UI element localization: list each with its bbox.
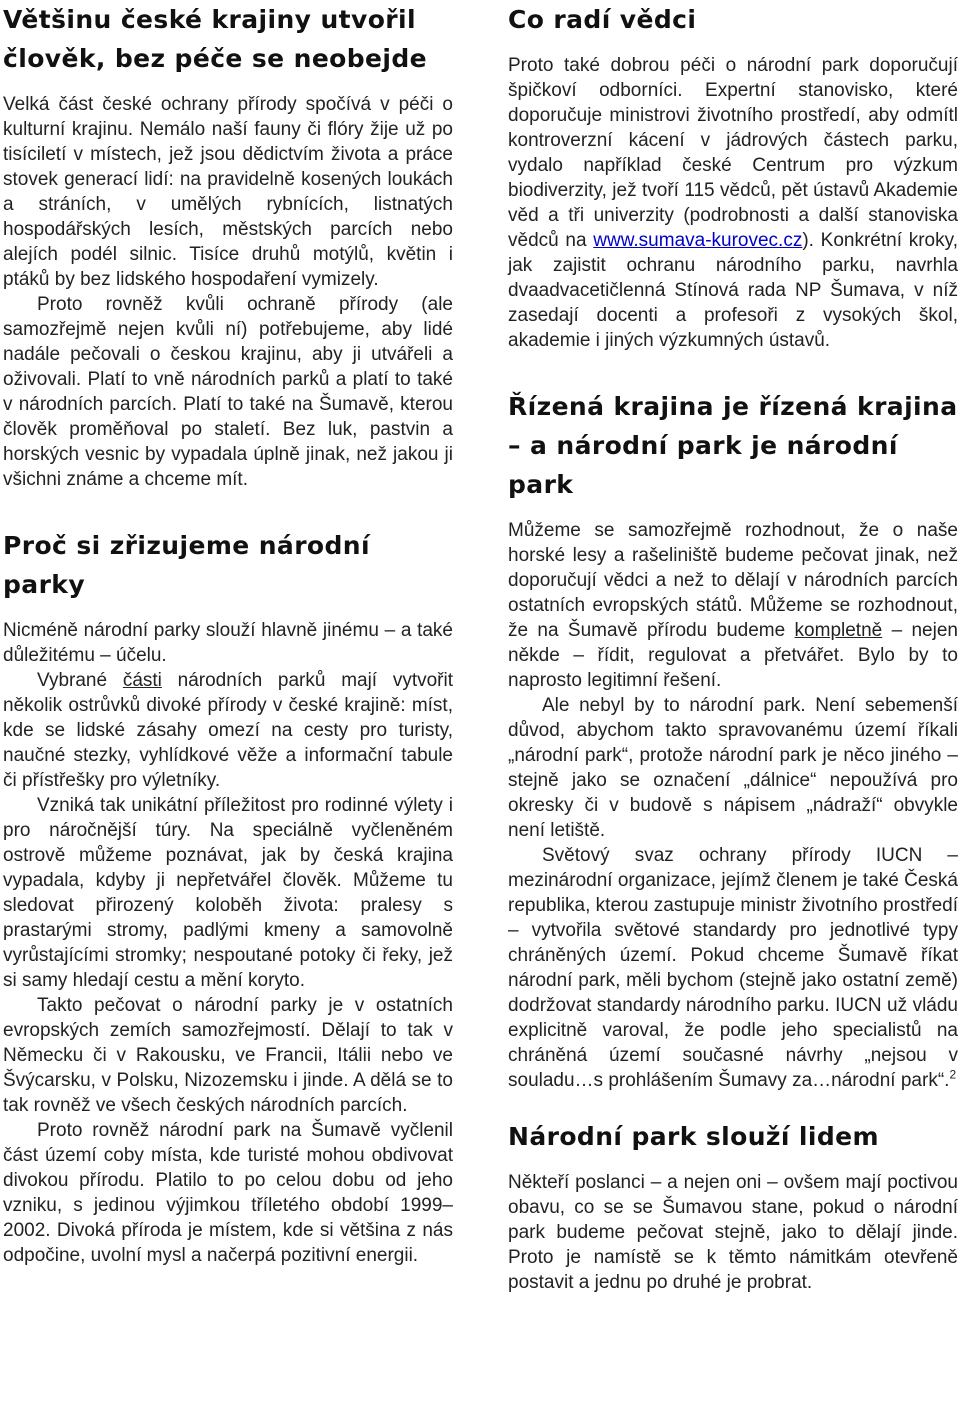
paragraph-cultural-landscape: Velká část české ochrany přírody spočívá v péči o kulturní krajinu. Nemálo naší fauny či flóry žije už po tisíciletí v místech, jež jsou dědictvím života a práce stovek generací lidí: na pravidelně kosených loukách a stráních, v umělých rybnících, listnatých hospodářských lesích, městských parcích nebo alejích podél silnic. Tisíce druhů motýlů, květin i ptáků by bez lidského hospodaření vymizely. xyxy=(3,94,453,290)
paragraph-european-practice: Takto pečovat o národní parky je v ostatních evropských zemích samozřejmostí. Dělají to tak v Německu či v Rakousku, ve Francii, Itálii nebo ve Švýcarsku, v Polsku, Nizozemsku i jinde. A dělá se to tak rovněž ve všech českých národních parcích. xyxy=(3,995,453,1116)
paragraph-wild-islands: Vybrané části národních parků mají vytvořit několik ostrůvků divoké přírody v české krajině: míst, kde se lidské zásahy omezí na cesty pro turisty, naučné stezky, vyhlídkové věže a informační tabule či přístřešky pro výletníky. xyxy=(3,670,454,791)
paragraph-decide-to-manage: Můžeme se samozřejmě rozhodnout, že o naše horské lesy a rašeliniště budeme pečovat jinak, než doporučují vědci a než to dělají v národních parcích ostatních evropských států. Můžeme se rozhodnout, že na Šumavě přírodu budeme kompletně – nejen někde – řídit, regulovat a přetvářet. Bylo by to naprosto legitimní řešení. xyxy=(508,520,958,691)
paragraph-iucn-standards: Světový svaz ochrany přírody IUCN – mezinárodní organizace, jejímž členem je také Česká republika, kterou zastupuje ministr životního prostředí – vytvořila světové standardy pro jednotlivé typy chráněných území. Pokud chceme Šumavě říkat národní park, měli bychom (stejně jako ostatní země) dodržovat standardy národního parku. IUCN už vládu explicitně varoval, že podle jeho specialistů na chráněná území současné návrhy „nejsou v souladu…s prohlášením Šumavy za…národní park“.$^2$ xyxy=(508,845,958,1091)
footnote-marker: 2 xyxy=(949,1067,957,1082)
heading-scientists-advice: Co radí vědci xyxy=(508,5,697,34)
paragraph-not-a-national-park: Ale nebyl by to národní park. Není sebemenší důvod, abychom takto spravovanému území říkali „národní park“, protože národní park je něco jiného – stejně jako se označení „dálnice“ nepoužívá pro okresky či v budově s nápisem „nádraží“ obvykle není letiště. xyxy=(508,695,958,841)
heading-why-national-parks: Proč si zřizujeme národní parky xyxy=(3,531,370,599)
paragraph-care-for-landscape: Proto rovněž kvůli ochraně přírody (ale samozřejmě nejen kvůli ní) potřebujeme, aby lidé nadále pečovali o českou krajinu, aby ji utvářeli a oživovali. Platí to vně národních parků a platí to také v národních parcích. Platí to také na Šumavě, kterou člověk proměňoval po staletí. Bez luk, pastvin a horských vesnic by vypadala úplně jinak, než jakou ji všichni známe a chceme mít. xyxy=(3,294,453,490)
sumava-kurovec-link[interactable]: www.sumava-kurovec.cz xyxy=(593,230,803,251)
paragraph-experts: Proto také dobrou péči o národní park doporučují špičkoví odborníci. Expertní stanovisko, které doporučuje ministrovi životního prostředí, aby odmítl kontroverzní kácení v jádrových částech parku, vydalo například české Centrum pro výzkum biodiverzity, jež tvoří 115 vědců, pět ústavů Akademie věd a tři univerzity (podrobnosti a další stanoviska vědců na www.sumava-kurovec.cz). Konkrétní kroky, jak zajistit ochranu národního parku, navrhla dvaadvacetičlenná Stínová rada NP Šumava, v níž zasedají docenti a profesoři z vysokých škol, akademie i jiných výzkumných ústavů. xyxy=(508,55,958,351)
paragraph-sumava-wild-nature: Proto rovněž národní park na Šumavě vyčlenil část území coby místa, kde turisté mohou obdivovat divokou přírodu. Platilo to po celou dobu od jeho vzniku, s jedinou výjimkou tříletého období 1999–2002. Divoká příroda je místem, kde si většina z nás odpočine, uvolní mysl a načerpá pozitivní energii. xyxy=(3,1120,453,1266)
paragraph-unique-opportunity: Vzniká tak unikátní příležitost pro rodinné výlety i pro náročnější túry. Na speciálně vyčleněném ostrově můžeme poznávat, jak by česká krajina vypadala, kdyby ji nepřetvářel člověk. Můžeme tu sledovat přirozený koloběh života: pralesy s prastarými stromy, padlými kmeny a samovolně vyrůstajícími stromky; nespoutané potoky či řeky, jež si samy hledají cestu a mění koryto. xyxy=(3,795,453,991)
paragraph-main-purpose: Nicméně národní parky slouží hlavně jinému – a také důležitému – účelu. xyxy=(3,620,453,666)
underlined-word-casti: části xyxy=(122,670,162,691)
right-column xyxy=(508,0,958,1295)
paragraph-mps-concerns: Někteří poslanci – a nejen oni – ovšem mají poctivou obavu, co se se Šumavou stane, pokud o národní park budeme pečovat stejně, jako to dělají jinde. Proto je namístě se k těmto námitkám otevřeně postavit a jednu po druhé je probrat. xyxy=(508,1172,958,1293)
underlined-word-kompletne: kompletně xyxy=(794,620,883,641)
heading-managed-landscape: Řízená krajina je řízená krajina – a národní park je národní park xyxy=(508,392,958,499)
heading-landscape-by-man: Většinu české krajiny utvořil člověk, bez péče se neobejde xyxy=(3,5,428,73)
left-column xyxy=(3,0,453,1268)
heading-park-serves-people: Národní park slouží lidem xyxy=(508,1122,879,1151)
